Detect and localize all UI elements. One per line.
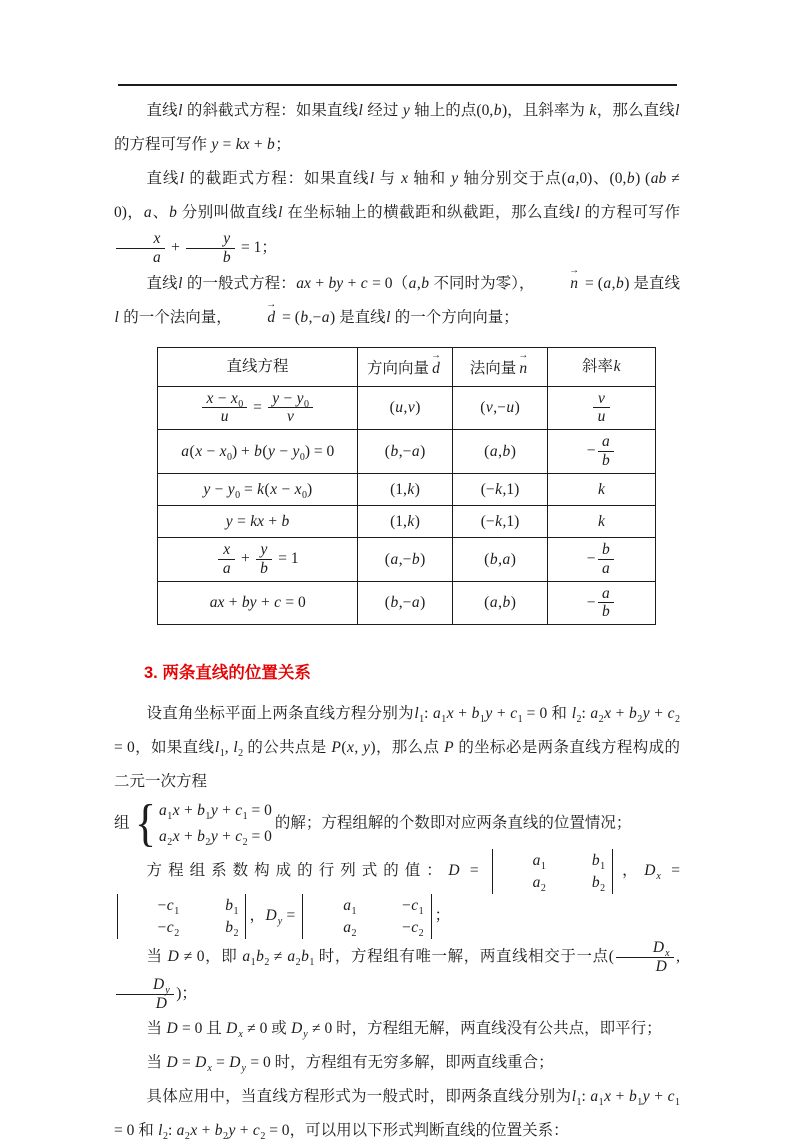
fraction-denominator: b (602, 452, 610, 470)
fraction (598, 585, 615, 622)
text-run: 轴分别交于点 (458, 170, 562, 187)
math-run: (1,k) (390, 512, 420, 530)
fraction-denominator: a (602, 559, 610, 577)
vector-d (431, 349, 441, 377)
equation-system-row: $a_1x + b_1y + c_1 = 0$ (158, 802, 272, 823)
text-run: 的一个法向量， (119, 308, 232, 326)
text-run: 不同时为零）， (429, 274, 535, 292)
text-run: 具体应用中，当直线方程形式为一般式时，即两条直线分别为 (146, 1088, 572, 1106)
equation-system-rows (158, 799, 271, 849)
table-header-cell (158, 347, 358, 386)
vector-n (518, 349, 529, 377)
text-run: （ (392, 274, 409, 292)
math-run: a,b (408, 274, 430, 292)
text-run: 经过 (363, 102, 403, 119)
fraction-numerator: $D_x$ (616, 939, 674, 958)
text-run: 斜率 (582, 358, 614, 376)
vector-arrow-icon: → (518, 349, 529, 361)
table-row (158, 473, 656, 505)
text-run: 时，方程组有唯一解，两直线相交于一点 (314, 948, 609, 965)
math-run: = (b,−a) (278, 308, 336, 326)
vector-letter: n (519, 359, 528, 377)
fraction (616, 939, 674, 976)
math-run: (a,b) (484, 443, 516, 461)
math-run: (b,−a) (384, 594, 426, 612)
text-run: ，可以用以下形式判断直线的位置关系： (289, 1122, 569, 1140)
math-run: l (675, 102, 680, 119)
determinant-entry: $b_2$ (225, 919, 239, 940)
fraction-denominator: b (222, 248, 231, 266)
math-run: ax + by + c = 0 (296, 274, 393, 292)
fraction-numerator: v (593, 390, 610, 409)
table-cell (358, 473, 453, 505)
text-run: ，那么点 (375, 739, 444, 757)
table-row (158, 537, 656, 581)
paragraph-case-intersect (114, 939, 680, 1012)
table-cell (453, 537, 548, 581)
text-run: ，即 (204, 948, 242, 965)
paragraph-determinants (114, 849, 680, 939)
math-run: b (169, 204, 177, 221)
fraction-denominator: D (655, 957, 667, 975)
text-run: ； (261, 238, 277, 256)
math-run: $l_1$: $a_1x + b_1y + c_1 = 0$ (414, 705, 548, 726)
math-run: a (143, 204, 152, 221)
math-run: l (386, 308, 391, 326)
paragraph-slope-intercept-form (114, 94, 680, 162)
fraction (116, 230, 165, 267)
text-run: 或 (267, 1020, 291, 1038)
text-run: 设直角坐标平面上两条直线方程分别为 (146, 705, 414, 723)
math-run: , (676, 948, 680, 965)
vector-d (234, 298, 277, 326)
table-cell (548, 386, 656, 430)
fraction-numerator: y (256, 541, 273, 560)
paragraph-application (114, 1080, 680, 1148)
fraction-numerator: y (186, 230, 235, 249)
math-run: k (598, 480, 605, 498)
text-run: 和 (134, 1122, 158, 1140)
math-run: y = kx + b (225, 512, 290, 530)
vector-arrow-icon: → (431, 349, 441, 361)
fraction (218, 541, 235, 578)
text-run: 和 (547, 705, 572, 723)
text-run: 时，方程组无解，两直线没有公共点，即平行； (332, 1020, 662, 1038)
table-row (158, 386, 656, 430)
fraction (202, 390, 247, 427)
fraction-denominator: a (153, 248, 161, 266)
text-run: 在坐标轴上的横截距和纵截距，那么直线 (282, 204, 575, 221)
document-content (114, 94, 680, 1148)
text-run: 分别叫做直线 (177, 204, 278, 221)
fraction (598, 541, 615, 578)
text-run: ； (275, 136, 291, 153)
math-run: $a_1b_2 \ne a_2b_1$ (242, 948, 315, 969)
table-cell (358, 505, 453, 537)
fraction-denominator: v (286, 408, 294, 426)
fraction (268, 390, 313, 427)
brace-icon: { (134, 795, 156, 853)
determinant (302, 894, 431, 939)
math-run: D = 0 (166, 1020, 203, 1038)
text-run: 的坐标必是两条直线方程构成的二元一次方程 (114, 739, 680, 791)
text-run: 是直线 (629, 274, 680, 292)
math-run: = (a,b) (581, 274, 630, 292)
fraction (598, 433, 615, 470)
table-cell (548, 473, 656, 505)
text-run: ， (249, 907, 265, 925)
math-run: $D = D_x = D_y = 0$ (166, 1054, 271, 1075)
fraction-numerator: x (218, 541, 235, 560)
table-cell (548, 581, 656, 625)
math-run: (b,a) (484, 550, 516, 568)
text-run: ，且斜率为 (507, 102, 589, 119)
math-run: − (586, 549, 596, 567)
text-run: 轴和 (408, 170, 451, 187)
table-cell (158, 430, 358, 474)
math-run: P(x, y) (331, 739, 376, 757)
text-run: ； (181, 984, 197, 1002)
text-run: 直线方程 (226, 358, 289, 376)
math-run: $l_2$: $a_2x + b_2y + c_2 = 0$ (158, 1122, 290, 1143)
fraction-denominator: u (220, 408, 229, 426)
math-run: (v,−u) (480, 399, 520, 417)
determinant-grid (302, 894, 431, 939)
determinant-entry: $a_2$ (343, 919, 357, 940)
math-run: k (613, 358, 621, 376)
math-run: (0,b) (609, 170, 641, 187)
fraction-denominator: b (260, 559, 268, 577)
text-run: 时，方程组有无穷多解，即两直线重合； (270, 1054, 554, 1072)
determinant-entry: $a_2$ (532, 874, 546, 895)
text-run: 、 (592, 170, 610, 187)
math-run: l (178, 102, 183, 119)
paragraph-intercept-form (114, 162, 680, 267)
determinant-entry: $a_1$ (532, 852, 546, 873)
text-run: ， (126, 204, 144, 221)
table-header-cell (548, 347, 656, 386)
table-cell (548, 505, 656, 537)
fraction (593, 390, 610, 427)
math-run: D = (448, 862, 489, 880)
table-cell (548, 537, 656, 581)
math-run: k (598, 512, 605, 530)
vector-n (537, 264, 580, 292)
text-run: 是直线 (335, 308, 386, 326)
math-run: k (589, 102, 597, 119)
fraction-denominator: a (222, 559, 231, 577)
table-cell (358, 537, 453, 581)
table-cell (548, 430, 656, 474)
fraction (256, 541, 273, 578)
math-run: $D_x \ne 0$ (226, 1020, 268, 1041)
text-run: 当 (146, 1054, 166, 1072)
section-heading: 3. 两条直线的位置关系 (144, 664, 311, 683)
math-run: (b,−a) (384, 443, 426, 461)
vector-arrow-icon: → (266, 298, 277, 310)
determinant-entry: $-c_2$ (402, 919, 424, 940)
table-cell (158, 505, 358, 537)
math-run: $l_2$: $a_2x + b_2y + c_2 = 0$ (114, 705, 680, 757)
determinant-grid (492, 849, 614, 894)
fraction (116, 976, 174, 1013)
table-cell (158, 581, 358, 625)
determinant (492, 849, 614, 894)
math-run: + (167, 238, 184, 256)
math-run: (ab ≠ 0) (114, 170, 680, 221)
text-run: 的方程可写作 (114, 136, 211, 153)
math-run: y (402, 102, 410, 119)
math-run: = (249, 398, 266, 416)
fraction-denominator: D (155, 994, 167, 1012)
equation-system-row: $a_2x + b_2y + c_2 = 0$ (158, 828, 272, 849)
math-run: (0,b) (476, 102, 508, 119)
table-cell (358, 581, 453, 625)
math-run: $l_1$, $l_2$ (214, 739, 244, 760)
text-run: 方向向量 (366, 359, 429, 377)
math-run: (−k,1) (480, 512, 520, 530)
math-run: (a,−b) (384, 550, 426, 568)
math-run: l (575, 204, 580, 221)
math-run: (−k,1) (480, 480, 520, 498)
fraction-numerator: $x - x_0$ (202, 390, 247, 409)
vector-letter: d (267, 308, 276, 326)
text-run: 的一般式方程： (182, 274, 296, 292)
math-run: $D_y \ne 0$ (291, 1020, 333, 1041)
table-cell (358, 430, 453, 474)
math-run: x (401, 170, 408, 187)
math-run: P (444, 739, 454, 757)
table-cell (453, 505, 548, 537)
text-run: 法向量 (469, 359, 517, 377)
table-header-cell (453, 347, 548, 386)
table-row (158, 581, 656, 625)
text-run: ， (616, 862, 644, 880)
paragraph-case-coincide (114, 1046, 680, 1080)
text-run: 直线 (146, 274, 178, 292)
math-run: D ≠ 0 (167, 948, 205, 965)
determinant-entry: $b_1$ (591, 852, 606, 873)
math-run: (a,0) (561, 170, 593, 187)
text-run: ，那么直线 (596, 102, 675, 119)
math-run: (a,b) (484, 594, 516, 612)
table-row (158, 430, 656, 474)
table-header-cell (358, 347, 453, 386)
math-run: $D_y$ = (265, 907, 300, 928)
text-run: 的斜截式方程：如果直线 (182, 102, 359, 119)
text-run: 的一个方向向量； (390, 308, 519, 326)
paragraph-two-lines-setup (114, 697, 680, 799)
table-cell (358, 386, 453, 430)
determinant-grid (117, 894, 246, 939)
table-cell (453, 430, 548, 474)
text-run: 的方程可写作 (580, 204, 680, 221)
header-rule (118, 84, 677, 86)
table-body (158, 386, 656, 625)
text-run: 且 (202, 1020, 226, 1038)
text-run: 的公共点是 (243, 739, 331, 757)
table-cell (158, 537, 358, 581)
math-run: + (237, 549, 254, 567)
text-run: 轴上的点 (410, 102, 477, 119)
text-run: 直线 (146, 170, 180, 187)
table-cell (158, 386, 358, 430)
math-run: l (358, 102, 363, 119)
table-cell (453, 581, 548, 625)
fraction-denominator: b (602, 603, 610, 621)
text-run: 当 (146, 948, 168, 965)
fraction-numerator: a (598, 585, 615, 604)
text-run: 的截距式方程：如果直线 (184, 170, 370, 187)
text-run: ，如果直线 (134, 739, 215, 757)
paragraph-general-form (114, 264, 680, 335)
fraction-numerator: $y - y_0$ (268, 390, 313, 409)
text-run: 组 (114, 814, 130, 832)
math-run: l (278, 204, 283, 221)
math-run: l (178, 274, 183, 292)
text-run: ； (434, 907, 451, 925)
table-cell (453, 473, 548, 505)
fraction (186, 230, 235, 267)
math-run: − (586, 442, 596, 460)
determinant-entry: $-c_1$ (402, 897, 424, 918)
table-header-row (158, 347, 656, 386)
table-head (158, 347, 656, 386)
vector-letter: d (432, 359, 440, 377)
math-run: $y - y_0 = k(x - x_0)$ (203, 480, 313, 501)
table-row (158, 505, 656, 537)
table-cell (158, 473, 358, 505)
text-run: 方程组系数构成的行列式的值： (146, 862, 448, 880)
math-run: $D_x$ = (644, 862, 680, 883)
math-run: = 1 (274, 549, 299, 567)
determinant (117, 894, 246, 939)
math-run: $a(x - x_0) + b(y - y_0) = 0$ (181, 443, 335, 464)
math-run: y (451, 170, 459, 187)
paragraph-equation-system (114, 795, 680, 853)
determinant-entry: $b_1$ (225, 897, 239, 918)
math-run: ) (176, 984, 182, 1002)
math-run: ax + by + c = 0 (209, 594, 306, 612)
text-run: 与 (374, 170, 401, 187)
math-run: $l_1$: $a_1x + b_1y + c_1 = 0$ (114, 1088, 680, 1140)
text-run: 当 (146, 1020, 166, 1038)
fraction-numerator: $D_y$ (116, 976, 174, 995)
equation-system (133, 795, 272, 853)
fraction-denominator: u (597, 408, 606, 426)
determinant-entry: $-c_2$ (157, 919, 180, 940)
paragraph-case-parallel (114, 1012, 680, 1046)
text-run: 的解；方程组解的个数即对应两条直线的位置情况； (274, 814, 632, 832)
vector-letter: n (570, 274, 578, 292)
fraction-numerator: b (598, 541, 615, 560)
math-run: (u,v) (389, 399, 421, 417)
table-cell (453, 386, 548, 430)
math-run: l (369, 170, 375, 187)
text-run: 、 (152, 204, 169, 221)
math-run: l (179, 170, 185, 187)
math-run: y = kx + b (211, 136, 275, 153)
math-run: l (114, 308, 119, 326)
fraction-numerator: a (598, 433, 615, 452)
determinant-entry: $a_1$ (343, 897, 357, 918)
math-run: − (586, 593, 596, 611)
determinant-entry: $b_2$ (591, 874, 606, 895)
math-run: (1,k) (390, 480, 420, 498)
fraction-numerator: x (116, 230, 165, 249)
line-equation-table (157, 347, 656, 626)
determinant-entry: $-c_1$ (157, 897, 180, 918)
vector-arrow-icon: → (569, 264, 580, 276)
math-run: = 1 (237, 238, 262, 256)
math-run: ( (608, 948, 614, 965)
text-run: 直线 (146, 102, 178, 119)
